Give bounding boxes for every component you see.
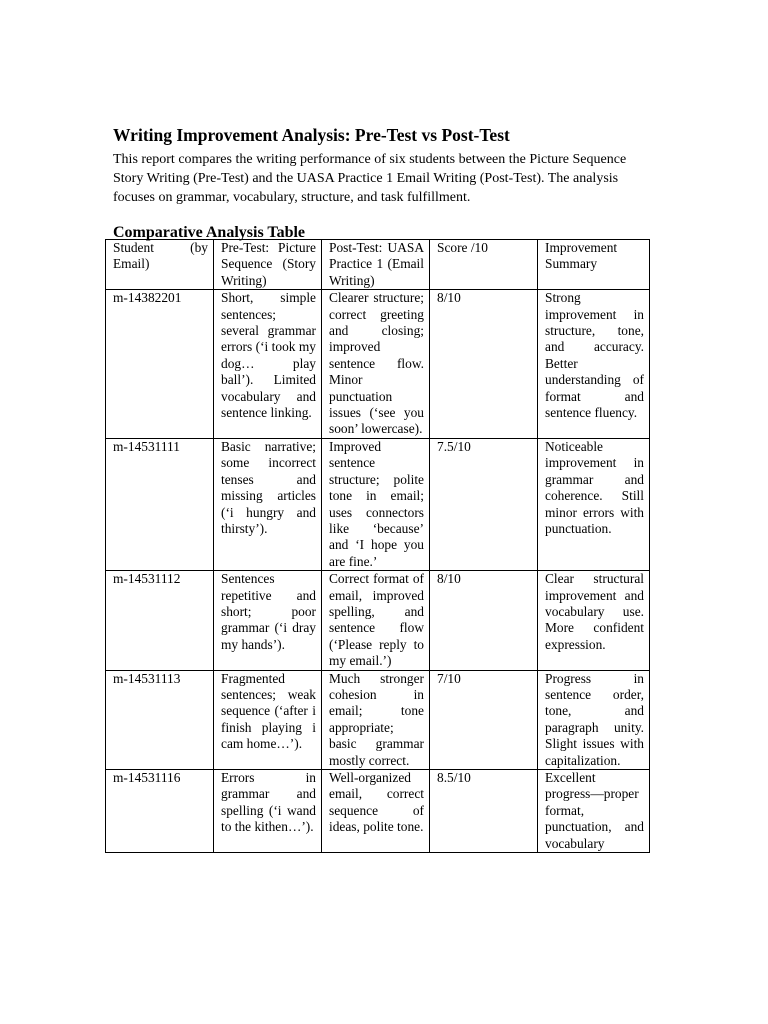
pre-test-cell: Errors in grammar and spelling (‘i wand to the kithen…’). [214,770,322,853]
intro-paragraph: This report compares the writing performance of six students between the Picture Sequence Story Writing (Pre-Test) and the UASA Practice 1 Email Writing (Post-Test). The analysis focuses on grammar, vocabulary, structure, and task fulfillment. [113,152,627,205]
score-cell: 7.5/10 [430,438,538,570]
improvement-summary-cell: Strong improvement in structure, tone, and accuracy. Better understanding of format and sentence fluency. [538,290,650,439]
score-cell: 8/10 [430,290,538,439]
table-row [106,571,650,670]
table-row [106,290,650,439]
improvement-summary-cell: Excellent progress—proper format, punctuation, and vocabulary [538,770,650,853]
pre-test-cell: Sentences repetitive and short; poor grammar (‘i dray my hands’). [214,571,322,670]
post-test-cell: Correct format of email, improved spelling, and sentence flow (‘Please reply to my email.’) [322,571,430,670]
student-email-cell: m-14531112 [106,571,214,670]
comparative-analysis-table [105,239,650,853]
student-email-cell: m-14531116 [106,770,214,853]
improvement-summary-cell: Progress in sentence order, tone, and paragraph unity. Slight issues with capitalization. [538,670,650,769]
post-test-cell: Much stronger cohesion in email; tone appropriate; basic grammar mostly correct. [322,670,430,769]
post-test-cell: Improved sentence structure; polite tone in email; uses connectors like ‘because’ and ‘I hope you are fine.’ [322,438,430,570]
score-cell: 7/10 [430,670,538,769]
pre-test-cell: Fragmented sentences; weak sequence (‘after i finish playing i cam home…’). [214,670,322,769]
document-title: Writing Improvement Analysis: Pre-Test vs Post-Test [113,125,510,145]
header-cell-student: Student (by Email) [106,240,214,290]
pre-test-cell: Basic narrative; some incorrect tenses and missing articles (‘i hungry and thirsty’). [214,438,322,570]
student-email-cell: m-14531113 [106,670,214,769]
post-test-cell: Well-organized email, correct sequence of ideas, polite tone. [322,770,430,853]
post-test-cell: Clearer structure; correct greeting and closing; improved sentence flow. Minor punctuation issues (‘see you soon’ lowercase). [322,290,430,439]
table-row [106,770,650,853]
pre-test-cell: Short, simple sentences; several grammar errors (‘i took my dog… play ball’). Limited vocabulary and sentence linking. [214,290,322,439]
improvement-summary-cell: Noticeable improvement in grammar and coherence. Still minor errors with punctuation. [538,438,650,570]
table-row [106,670,650,769]
student-email-cell: m-14382201 [106,290,214,439]
student-email-cell: m-14531111 [106,438,214,570]
table-row [106,438,650,570]
header-cell-summary: Improvement Summary [538,240,650,290]
table-header-row [106,240,650,290]
header-cell-post-test: Post-Test: UASA Practice 1 (Email Writing) [322,240,430,290]
header-cell-pre-test: Pre-Test: Picture Sequence (Story Writing) [214,240,322,290]
section-title: Comparative Analysis Table [113,224,306,241]
score-cell: 8/10 [430,571,538,670]
header-cell-score: Score /10 [430,240,538,290]
document-body [113,124,656,243]
improvement-summary-cell: Clear structural improvement and vocabulary use. More confident expression. [538,571,650,670]
score-cell: 8.5/10 [430,770,538,853]
